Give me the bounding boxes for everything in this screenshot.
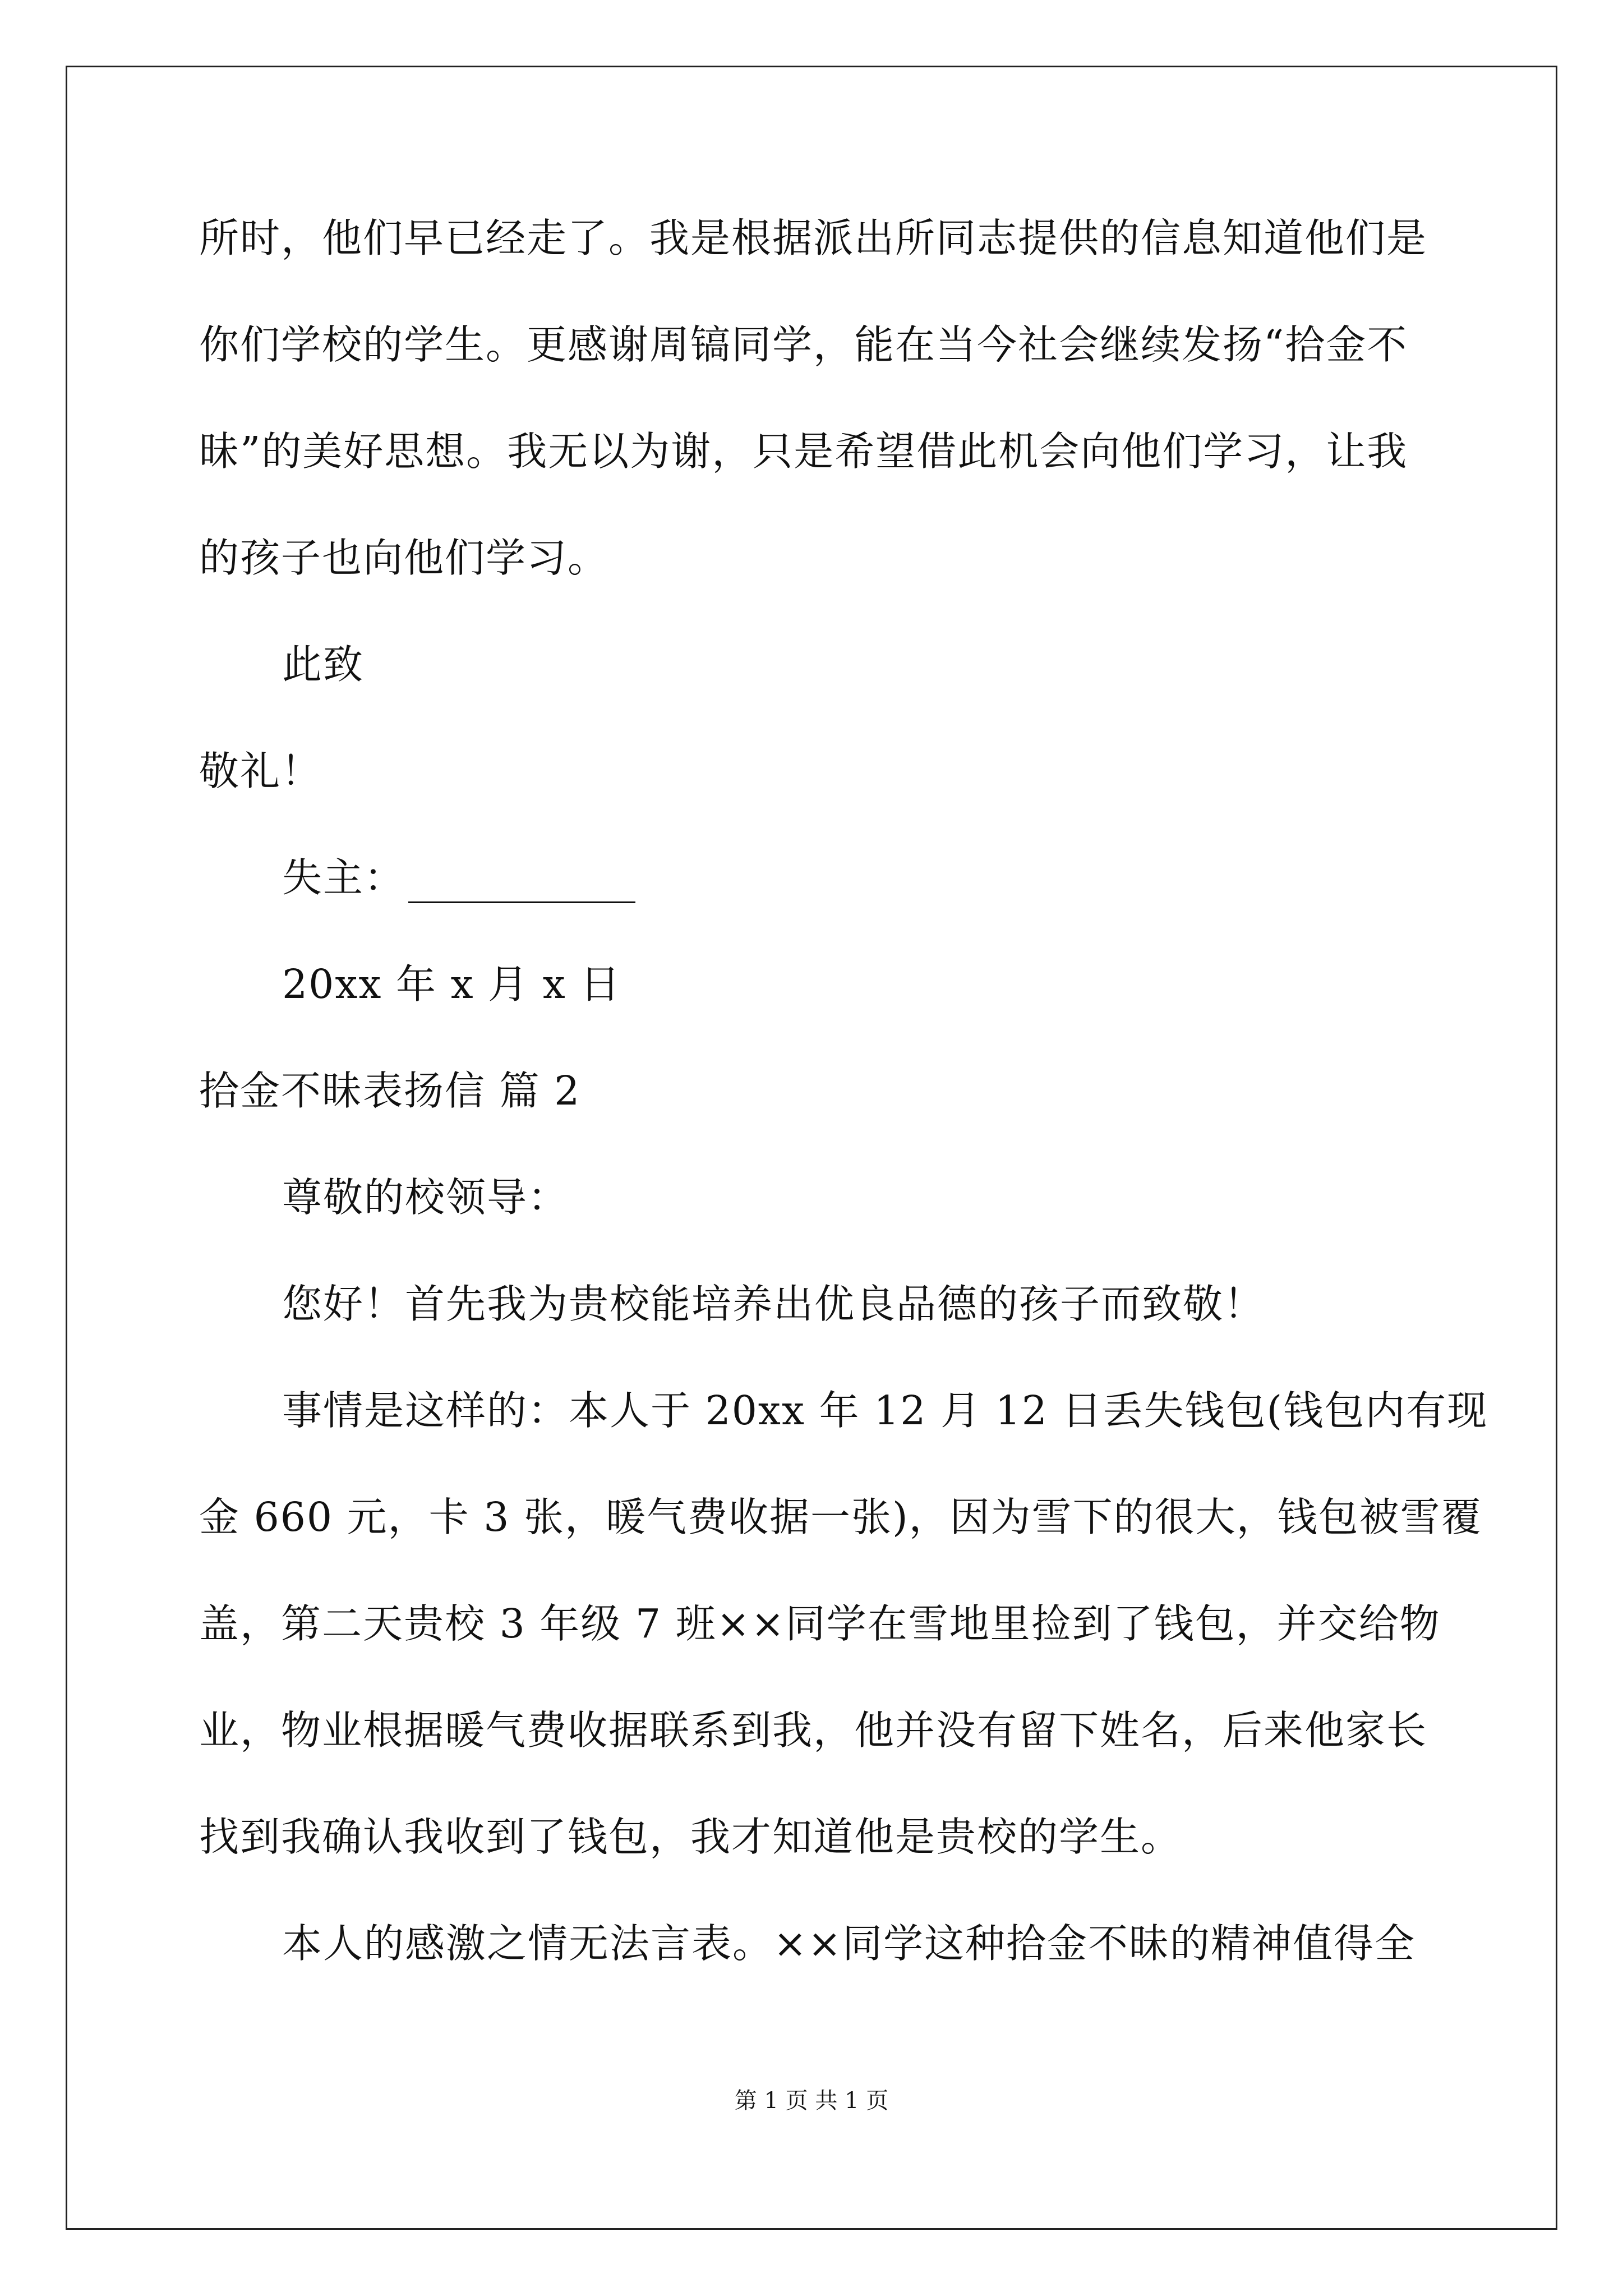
paragraph-line: 昧”的美好思想。我无以为谢，只是希望借此机会向他们学习，让我 [199,428,1408,475]
date-line: 20xx 年 x 月 x 日 [282,961,621,1007]
signature-blank [408,862,635,903]
closing-regards: 敬礼！ [199,748,322,794]
paragraph-line: 事情是这样的：本人于 20xx 年 12 月 12 日丢失钱包(钱包内有现 [282,1387,1488,1434]
section-title: 拾金不昧表扬信 篇 2 [199,1068,581,1114]
paragraph-line: 的孩子也向他们学习。 [199,535,609,581]
paragraph-line: 金 660 元，卡 3 张，暖气费收据一张)，因为雪下的很大，钱包被雪覆 [199,1494,1482,1540]
paragraph-line: 你们学校的学生。更感谢周镐同学，能在当今社会继续发扬“拾金不 [199,321,1408,368]
paragraph-line: 所时，他们早已经走了。我是根据派出所同志提供的信息知道他们是 [199,215,1428,261]
paragraph-line: 本人的感激之情无法言表。××同学这种拾金不昧的精神值得全 [282,1920,1415,1967]
greeting: 尊敬的校领导： [282,1174,569,1221]
paragraph-line: 业，物业根据暖气费收据联系到我，他并没有留下姓名，后来他家长 [199,1707,1428,1754]
closing-salutation: 此致 [282,641,365,688]
paragraph-line: 您好！首先我为贵校能培养出优良品德的孩子而致敬！ [282,1281,1265,1327]
signature-label: 失主： [282,854,405,901]
paragraph-line: 找到我确认我收到了钱包，我才知道他是贵校的学生。 [199,1814,1182,1860]
paragraph-line: 盖，第二天贵校 3 年级 7 班××同学在雪地里捡到了钱包，并交给物 [199,1600,1441,1647]
page-footer: 第 1 页 共 1 页 [734,2088,889,2114]
signature-line [282,853,635,903]
page-border [66,66,1557,2230]
